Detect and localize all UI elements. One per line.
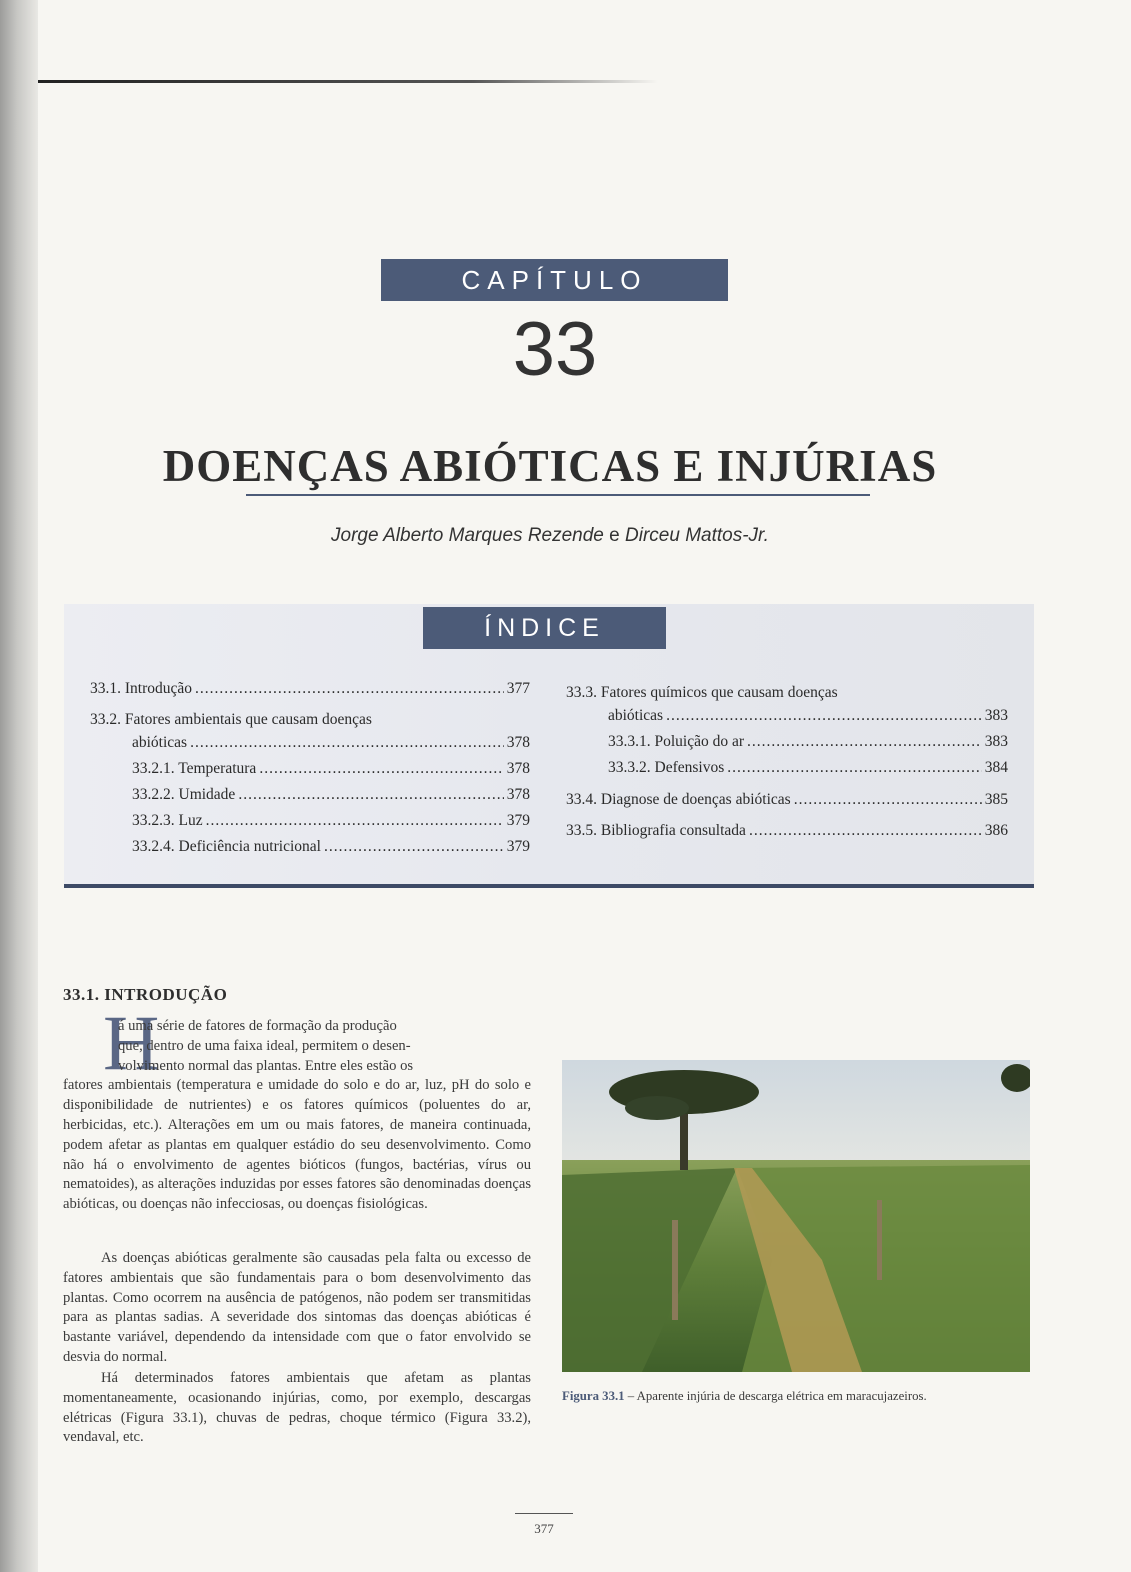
toc-entry[interactable]: 33.2. Fatores ambientais que causam doenças (90, 711, 372, 728)
chapter-label: CAPÍTULO (461, 264, 648, 295)
page-number: 377 (534, 1521, 554, 1536)
footer-rule (515, 1513, 573, 1514)
figure-photo (562, 1060, 1030, 1372)
toc-entry[interactable]: 33.4. Diagnose de doenças abióticas ..... 385 (566, 791, 1008, 809)
caption-text: – Aparente injúria de descarga elétrica em maracujazeiros. (624, 1389, 927, 1403)
paragraph-1 (63, 1017, 531, 1215)
toc-entry[interactable]: 33.3. Fatores químicos que causam doenças (566, 684, 838, 701)
paragraph-line: que, dentro de uma faixa ideal, permitem o desen- (118, 1037, 411, 1054)
toc-entry[interactable]: 33.2.1. Temperatura ..... 378 (132, 760, 530, 778)
toc-entry-continuation[interactable]: abióticas ..... 378 (132, 734, 530, 752)
paragraph-2 (63, 1249, 531, 1368)
toc-entry[interactable]: 33.3.2. Defensivos ..... 384 (608, 759, 1008, 777)
top-rule (38, 80, 658, 83)
paragraph-text: fatores ambientais (temperatura e umidade do solo e do ar, luz, pH do solo e disponibilidade de nutrientes) e os fatores químicos (poluentes do ar, herbicidas, etc.). Alterações em um ou mais fatores, de maneira continuada, podem afetar as plantas em qualquer estádio do seu desenvolvimento. Como não há o envolvimento de agentes bióticos (fungos, bactérias, vírus ou nematoides), as alterações induzidas por esses fatores são denominadas doenças abióticas, ou doenças não infecciosas, ou doenças fisiológicas. (63, 1077, 531, 1213)
paragraph-text: As doenças abióticas geralmente são causadas pela falta ou excesso de fatores ambientais que são fundamentais para o bom desenvolvimento das plantas. Como ocorrem na ausência de patógenos, não podem ser transmitidas para as plantas sadias. A severidade dos sintomas das doenças abióticas é bastante variável, dependendo da intensidade com que o fator envolvido se desvia do normal. (63, 1250, 531, 1365)
authors-line (200, 525, 900, 547)
toc-entry[interactable]: 33.3.1. Poluição do ar ..... 383 (608, 733, 1008, 751)
toc-entry[interactable]: 33.2.2. Umidade ..... 378 (132, 786, 530, 804)
caption-label: Figura 33.1 (562, 1389, 625, 1403)
index-label: ÍNDICE (484, 613, 605, 642)
page-binding-shadow (0, 0, 38, 1572)
chapter-number: 33 (512, 307, 598, 392)
toc-entry[interactable]: 33.5. Bibliografia consultada ..... 386 (566, 822, 1008, 840)
chapter-label-banner (381, 259, 728, 301)
index-bottom-rule (64, 884, 1034, 888)
index-label-banner (423, 607, 666, 649)
figure-caption (562, 1389, 1037, 1404)
author-2: Dirceu Mattos-Jr. (625, 525, 769, 546)
title-underline (246, 494, 870, 496)
field-photo-illustration (562, 1060, 1030, 1372)
paragraph-line: á uma série de fatores de formação da produção (118, 1018, 397, 1034)
paragraph-line: volvimento normal das plantas. Entre eles estão os (118, 1057, 414, 1074)
paragraph-text: Há determinados fatores ambientais que afetam as plantas momentaneamente, ocasionando injúrias, como, por exemplo, descargas elétricas (Figura 33.1), chuvas de pedras, choque térmico (Figura 33.2), vendaval, etc. (63, 1370, 531, 1446)
toc-entry-continuation[interactable]: abióticas ..... 383 (608, 707, 1008, 725)
paragraph-3 (63, 1369, 531, 1448)
drop-cap: H (103, 999, 160, 1086)
chapter-title: DOENÇAS ABIÓTICAS E INJÚRIAS (162, 441, 938, 491)
section-heading: 33.1. INTRODUÇÃO (63, 985, 228, 1004)
toc-entry[interactable]: 33.2.4. Deficiência nutricional ..... 379 (132, 838, 530, 856)
toc-entry[interactable]: 33.2.3. Luz ..... 379 (132, 812, 530, 830)
authors-conjunction: e (609, 525, 620, 546)
toc-entry[interactable]: 33.1. Introdução ..... 377 (90, 680, 530, 698)
author-1: Jorge Alberto Marques Rezende (331, 525, 604, 546)
